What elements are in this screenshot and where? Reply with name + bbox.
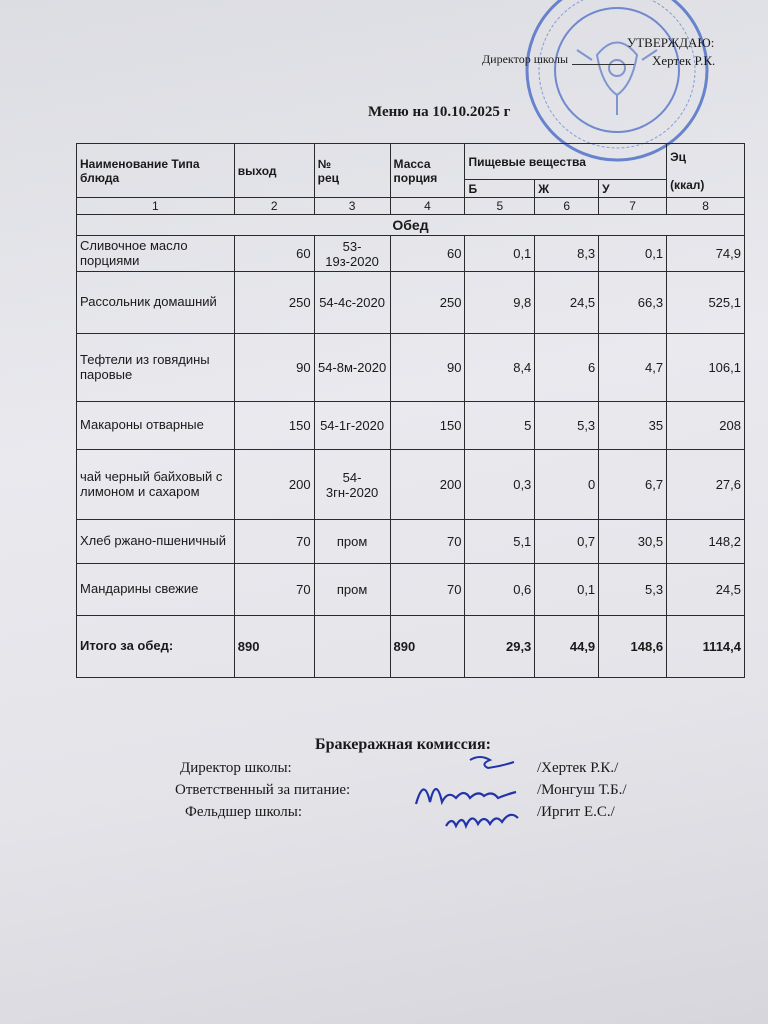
table-row — [77, 236, 745, 272]
dish-recipe: 54-3гн-2020 — [314, 450, 390, 520]
commission-role: Ответственный за питание: — [175, 782, 351, 798]
signature-medic — [410, 800, 540, 844]
header-nutrients: Пищевые вещества — [465, 144, 667, 180]
dish-u: 4,7 — [599, 334, 667, 402]
dish-recipe: 54-1г-2020 — [314, 402, 390, 450]
table-row — [77, 334, 745, 402]
header-zh: Ж — [535, 180, 599, 198]
section-title: Обед — [77, 215, 745, 236]
page-title: Меню на 10.10.2025 г — [368, 104, 511, 120]
dish-zh: 24,5 — [535, 272, 599, 334]
dish-b: 5,1 — [465, 520, 535, 564]
table-row — [77, 520, 745, 564]
header-recipe-sub: рец — [317, 170, 339, 185]
dish-name: Тефтели из говядины паровые — [77, 334, 235, 402]
dish-energy: 525,1 — [667, 272, 745, 334]
dish-zh: 0,1 — [535, 564, 599, 616]
dish-b: 5 — [465, 402, 535, 450]
dish-yield: 70 — [234, 564, 314, 616]
dish-name: Сливочное масло порциями — [77, 236, 235, 272]
dish-b: 8,4 — [465, 334, 535, 402]
dish-energy: 208 — [667, 402, 745, 450]
total-row — [77, 616, 745, 678]
dish-recipe: пром — [314, 564, 390, 616]
dish-name: Мандарины свежие — [77, 564, 235, 616]
table-row — [77, 450, 745, 520]
header-b: Б — [465, 180, 535, 198]
dish-yield: 70 — [234, 520, 314, 564]
header-yield: выход — [234, 144, 314, 198]
dish-zh: 0,7 — [535, 520, 599, 564]
col-number: 5 — [465, 198, 535, 215]
dish-mass: 70 — [390, 564, 465, 616]
dish-yield: 200 — [234, 450, 314, 520]
dish-u: 0,1 — [599, 236, 667, 272]
total-label: Итого за обед: — [77, 616, 235, 678]
dish-recipe: 53-19з-2020 — [314, 236, 390, 272]
table-row — [77, 402, 745, 450]
commission-role: Фельдшер школы: — [185, 804, 303, 820]
dish-name: чай черный байховый с лимоном и сахаром — [77, 450, 235, 520]
section-row — [77, 215, 745, 236]
total-mass: 890 — [390, 616, 465, 678]
column-number-row — [77, 198, 745, 215]
total-zh: 44,9 — [535, 616, 599, 678]
table-row — [77, 272, 745, 334]
col-number: 3 — [314, 198, 390, 215]
dish-recipe: 54-8м-2020 — [314, 334, 390, 402]
commission-title: Бракеражная комиссия: — [315, 736, 491, 753]
table-row — [77, 564, 745, 616]
dish-mass: 70 — [390, 520, 465, 564]
dish-u: 35 — [599, 402, 667, 450]
dish-yield: 90 — [234, 334, 314, 402]
dish-energy: 24,5 — [667, 564, 745, 616]
col-number: 1 — [77, 198, 235, 215]
header-u: У — [599, 180, 667, 198]
director-name: Хертек Р.К. — [652, 53, 716, 68]
dish-name: Хлеб ржано-пшеничный — [77, 520, 235, 564]
dish-energy: 106,1 — [667, 334, 745, 402]
dish-energy: 148,2 — [667, 520, 745, 564]
dish-mass: 90 — [390, 334, 465, 402]
dish-mass: 150 — [390, 402, 465, 450]
header-energy-label: Эц — [670, 149, 686, 164]
col-number: 7 — [599, 198, 667, 215]
dish-b: 9,8 — [465, 272, 535, 334]
commission-name: /Хертек Р.К./ — [537, 760, 619, 776]
header-recipe — [314, 144, 390, 198]
dish-mass: 250 — [390, 272, 465, 334]
dish-recipe: пром — [314, 520, 390, 564]
dish-b: 0,1 — [465, 236, 535, 272]
menu-table — [76, 143, 745, 678]
header-mass: Масса порция — [390, 144, 465, 198]
approval-header: УТВЕРЖДАЮ: — [627, 35, 715, 50]
commission-name: /Иргит Е.С./ — [537, 804, 615, 820]
dish-zh: 0 — [535, 450, 599, 520]
dish-u: 6,7 — [599, 450, 667, 520]
dish-energy: 74,9 — [667, 236, 745, 272]
dish-zh: 5,3 — [535, 402, 599, 450]
header-name: Наименование Типа блюда — [77, 144, 235, 198]
dish-zh: 6 — [535, 334, 599, 402]
header-recipe-no: № — [317, 156, 331, 171]
dish-b: 0,3 — [465, 450, 535, 520]
dish-b: 0,6 — [465, 564, 535, 616]
dish-recipe: 54-4с-2020 — [314, 272, 390, 334]
commission-role: Директор школы: — [180, 760, 292, 776]
dish-name: Макароны отварные — [77, 402, 235, 450]
total-u: 148,6 — [599, 616, 667, 678]
dish-name: Рассольник домашний — [77, 272, 235, 334]
dish-u: 66,3 — [599, 272, 667, 334]
dish-mass: 200 — [390, 450, 465, 520]
dish-yield: 150 — [234, 402, 314, 450]
dish-zh: 8,3 — [535, 236, 599, 272]
header-energy — [667, 144, 745, 198]
dish-energy: 27,6 — [667, 450, 745, 520]
header-energy-unit: (ккал) — [670, 177, 705, 192]
col-number: 4 — [390, 198, 465, 215]
commission-name: /Монгуш Т.Б./ — [537, 782, 627, 798]
dish-u: 30,5 — [599, 520, 667, 564]
dish-u: 5,3 — [599, 564, 667, 616]
header-row — [77, 144, 745, 180]
total-yield: 890 — [234, 616, 314, 678]
director-label: Директор школы — [482, 52, 638, 67]
col-number: 8 — [667, 198, 745, 215]
total-b: 29,3 — [465, 616, 535, 678]
col-number: 6 — [535, 198, 599, 215]
dish-yield: 250 — [234, 272, 314, 334]
dish-yield: 60 — [234, 236, 314, 272]
dish-mass: 60 — [390, 236, 465, 272]
total-energy: 1114,4 — [667, 616, 745, 678]
col-number: 2 — [234, 198, 314, 215]
total-recipe — [314, 616, 390, 678]
